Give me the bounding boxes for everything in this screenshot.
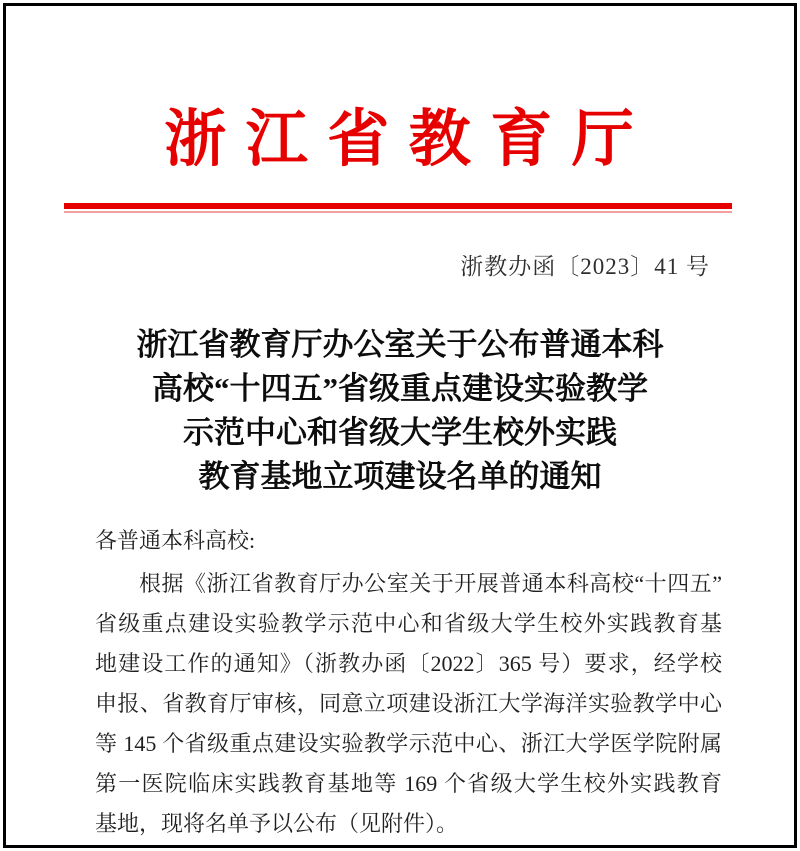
body-text-line: 省级重点建设实验教学示范中心和省级大学生校外实践教育基: [95, 611, 722, 636]
body-text-line: 申报、省教育厅审核，同意立项建设浙江大学海洋实验教学中心: [95, 691, 722, 716]
document-title-line: 高校“十四五”省级重点建设实验教学: [152, 371, 648, 406]
document-title: [6, 323, 794, 499]
document-body: [95, 521, 722, 844]
document-title-line: 教育基地立项建设名单的通知: [198, 459, 602, 494]
agency-letterhead: 浙 江 省 教 育 厅: [164, 106, 636, 174]
body-text-line: 根据《浙江省教育厅办公室关于开展普通本科高校“十四五”: [139, 571, 722, 596]
red-rule-thin: [64, 211, 732, 213]
body-text-line: 等 145 个省级重点建设实验教学示范中心、浙江大学医学院附属: [95, 731, 722, 756]
body-text-line: 地建设工作的通知》（浙教办函〔2022〕365 号）要求，经学校: [95, 651, 722, 676]
body-text-line: 第一医院临床实践教育基地等 169 个省级大学生校外实践教育: [95, 771, 722, 796]
document-page: [3, 3, 797, 848]
document-title-line: 示范中心和省级大学生校外实践: [183, 415, 617, 450]
salutation-line: 各普通本科高校:: [95, 528, 256, 553]
red-rule-thick: [64, 203, 732, 209]
document-title-line: 浙江省教育厅办公室关于公布普通本科: [136, 327, 664, 362]
document-reference-number: 浙教办函〔2023〕41 号: [460, 254, 710, 279]
body-text-line: 基地，现将名单予以公布（见附件）。: [95, 811, 459, 836]
